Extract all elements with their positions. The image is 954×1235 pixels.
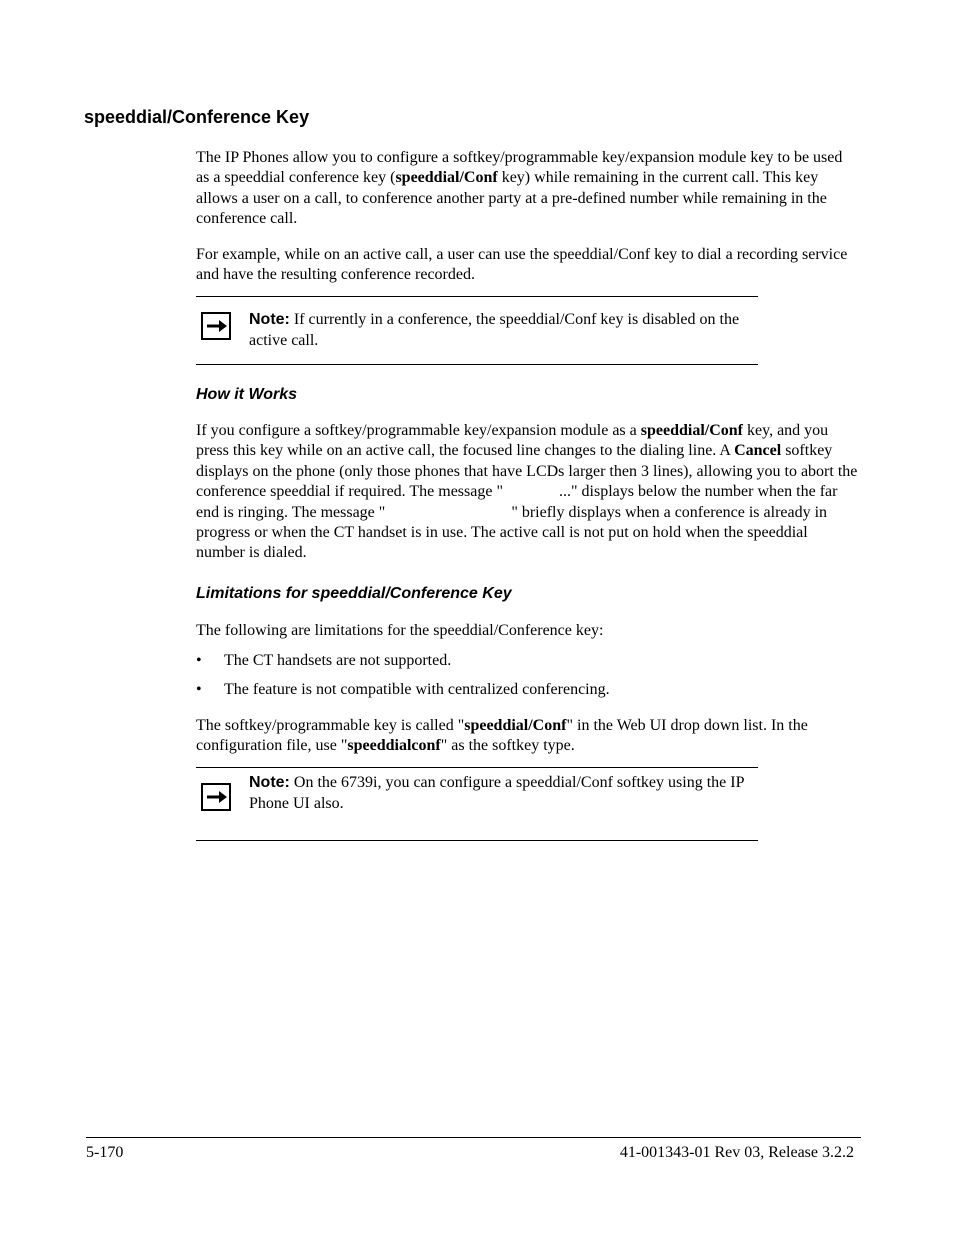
note-1-text: Note: If currently in a conference, the speeddial/Conf key is disabled on the active call.	[249, 311, 740, 349]
note-label: Note:	[249, 311, 290, 328]
intro-paragraph-1: The IP Phones allow you to configure a softkey/programmable key/expansion module key to be used as a speeddial conference key (speeddial/Conf key) while remaining in the current call. This key allows a user on a call, to conference another party at a pre-defined number while remaining in the conference call.	[196, 149, 843, 228]
arrow-right-icon	[201, 312, 231, 340]
note-2-text: Note: On the 6739i, you can configure a speeddial/Conf softkey using the IP Phone UI also.	[249, 774, 744, 812]
intro-paragraph-2: For example, while on an active call, a user can use the speeddial/Conf key to dial a recording service and have the resulting conference recorded.	[196, 246, 848, 284]
speeddial-conf-term: speeddial/Conf	[395, 169, 498, 187]
note-box-1	[196, 296, 758, 365]
page-number: 5-170	[86, 1144, 124, 1161]
limitations-heading: Limitations for speeddial/Conference Key	[196, 585, 512, 602]
how-it-works-paragraph: If you configure a softkey/programmable key/expansion module as a speeddial/Conf key, and you press this key while on an active call, the focused line changes to the dialing line. A Cancel softkey displays on the phone (only those phones that have LCDs larger then 3 lines), allowing you to abort the conference speeddial if required. The message " ..." displays below the number when the far end is ringing. The message " " briefly displays when a conference is already in progress or when the CT handset is in use. The active call is not put on hold when the speeddial number is dialed.	[196, 422, 858, 562]
footer-divider	[86, 1137, 861, 1138]
how-it-works-heading: How it Works	[196, 386, 298, 403]
section-heading: speeddial/Conference Key	[84, 107, 310, 127]
note-label: Note:	[249, 774, 290, 791]
list-item: • The CT handsets are not supported.	[196, 652, 452, 669]
arrow-right-icon	[201, 783, 231, 811]
softkey-type-paragraph: The softkey/programmable key is called "speeddial/Conf" in the Web UI drop down list. In the configuration file, use "speeddialconf" as the softkey type.	[196, 717, 808, 755]
list-item: • The feature is not compatible with centralized conferencing.	[196, 681, 610, 698]
document-id: 41-001343-01 Rev 03, Release 3.2.2	[619, 1144, 854, 1161]
note-box-2	[196, 767, 758, 841]
limitations-intro: The following are limitations for the speeddial/Conference key:	[196, 622, 604, 639]
